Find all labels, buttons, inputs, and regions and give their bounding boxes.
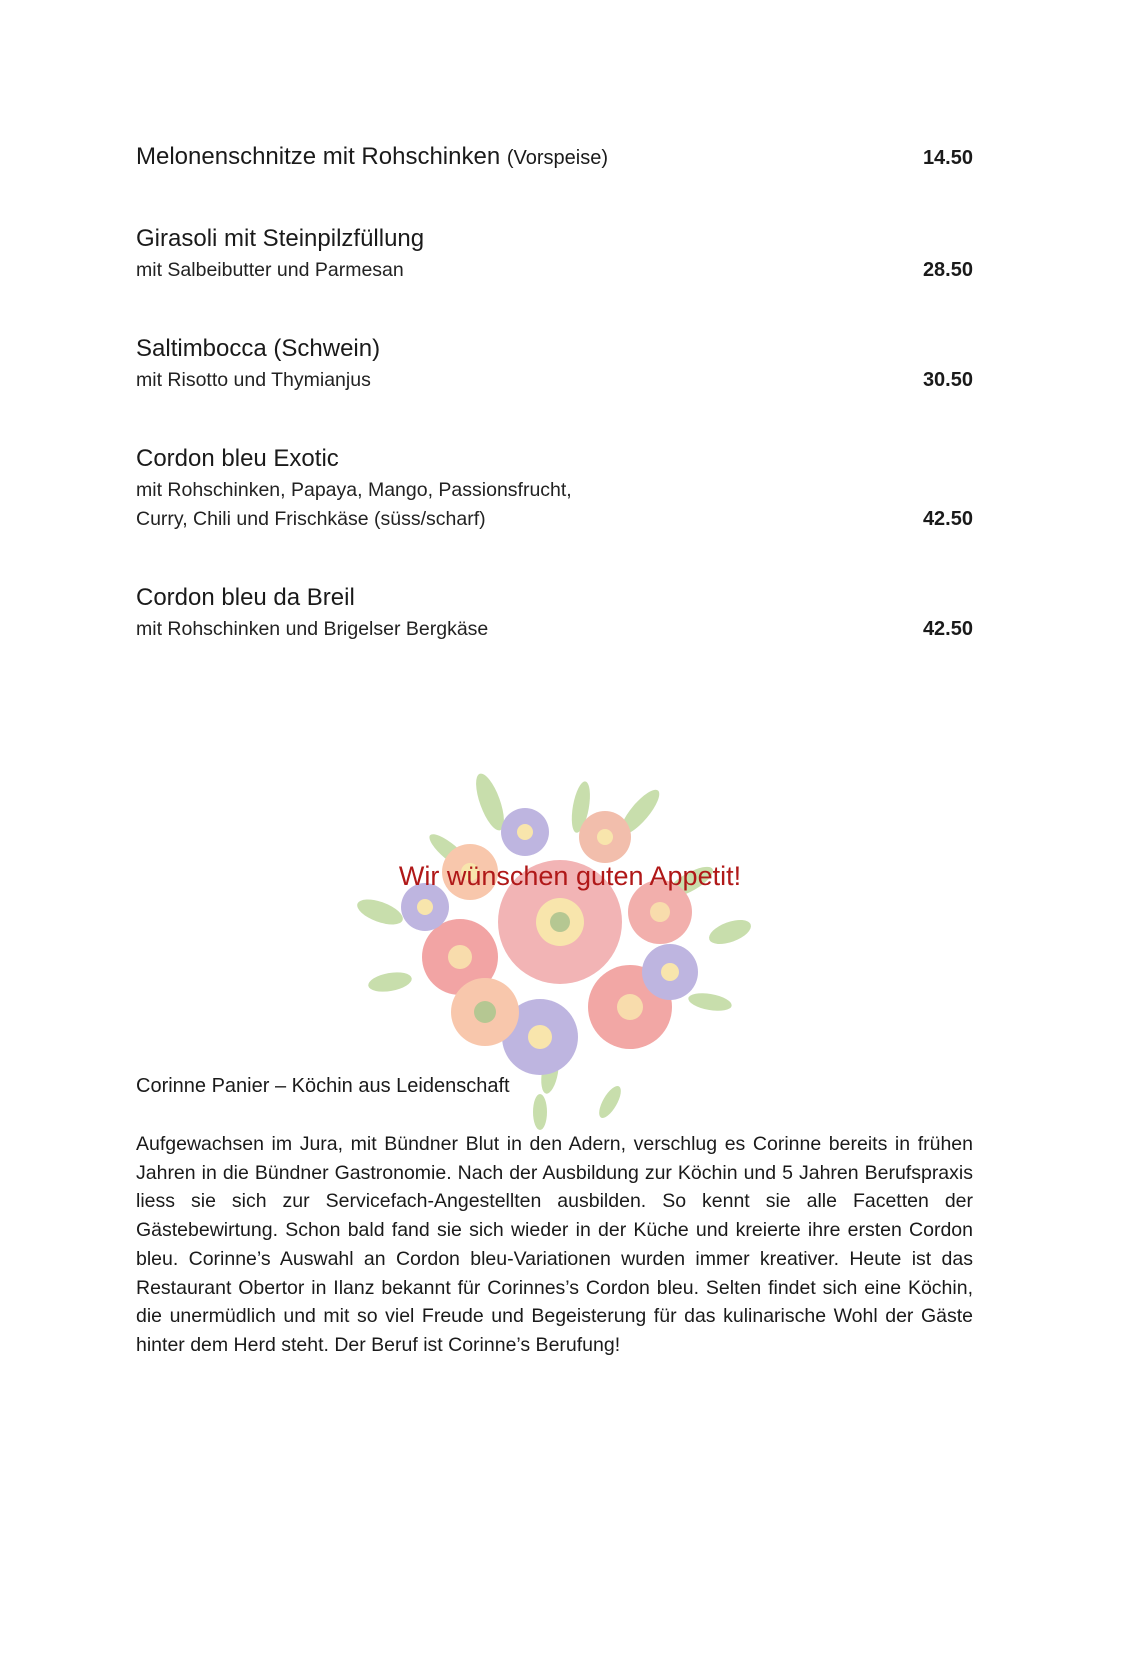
item-note: (Schwein) xyxy=(273,335,381,362)
bio-heading: Corinne Panier – Köchin aus Leidenschaft xyxy=(136,1075,510,1097)
item-price: 42.50 xyxy=(922,508,973,530)
greeting-text: Wir wünschen guten Appetit! xyxy=(398,861,742,891)
item-description: mit Salbeibutter und Parmesan xyxy=(136,259,404,281)
item-title: Cordon bleu da Breil xyxy=(136,584,355,611)
item-description: mit Rohschinken, Papaya, Mango, Passionsfrucht, xyxy=(136,479,572,501)
menu-item xyxy=(136,581,973,644)
item-description: mit Risotto und Thymianjus xyxy=(136,369,371,391)
menu-item xyxy=(136,222,973,285)
item-title: Cordon bleu Exotic xyxy=(136,445,339,472)
item-price: 28.50 xyxy=(922,259,973,281)
item-price: 30.50 xyxy=(922,369,973,391)
item-title: Melonenschnitze mit Rohschinken xyxy=(136,143,501,170)
item-description: mit Rohschinken und Brigelser Bergkäse xyxy=(136,618,489,640)
item-price: 42.50 xyxy=(922,618,973,640)
menu-list xyxy=(136,140,973,644)
item-description-line2: Curry, Chili und Frischkäse (süss/scharf) xyxy=(136,508,486,530)
menu-item xyxy=(136,442,973,534)
item-title: Saltimbocca xyxy=(136,335,267,362)
menu-item xyxy=(136,140,973,175)
item-note: (Vorspeise) xyxy=(506,147,609,169)
bio-paragraph: Aufgewachsen im Jura, mit Bündner Blut in den Adern, verschlug es Corinne bereits in frühen Jahren in die Bündner Gastronomie. Nach der Ausbildung zur Köchin und 5 Jahren Berufspraxis liess sie sich zur Servicefach-Angestellten ausbilden. So kennt sie alle Facetten der Gästebewirtung. Schon bald fand sie sich wieder in der Küche und kreierte ihre ersten Cordon bleu. Corinne’s Auswahl an Cordon bleu-Variationen wurden immer kreativer. Heute ist das Restaurant Obertor in Ilanz bekannt für Corinnes’s Cordon bleu. Selten findet sich eine Köchin, die unermüdlich und mit so viel Freude und Begeisterung für das kulinarische Wohl der Gäste hinter dem Herd steht. Der Beruf ist Corinne’s Berufung! xyxy=(136,1133,973,1356)
item-title: Girasoli mit Steinpilzfüllung xyxy=(136,225,425,252)
menu-item xyxy=(136,332,973,395)
item-price: 14.50 xyxy=(922,147,973,169)
